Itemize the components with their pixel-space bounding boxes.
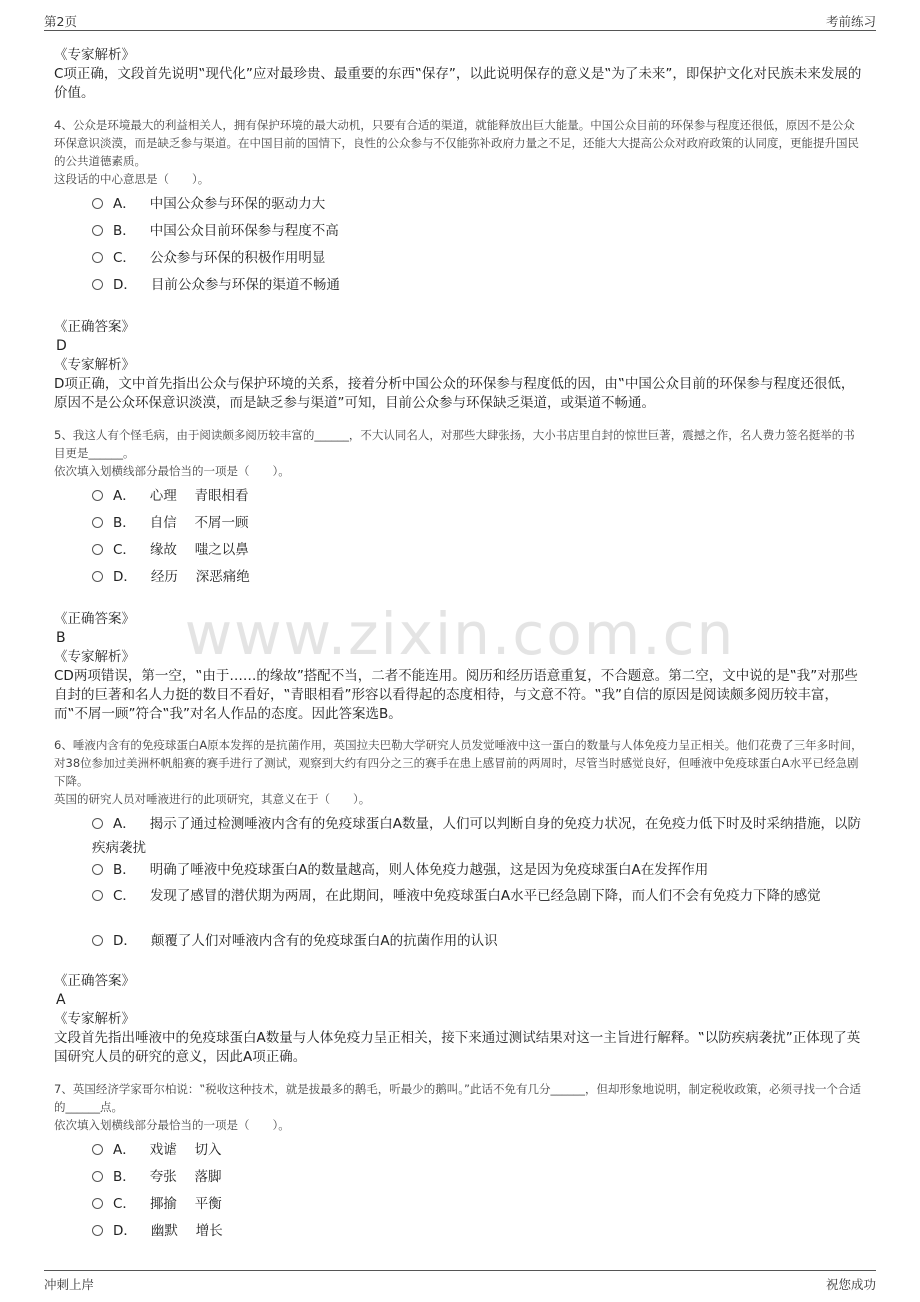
q5-option-b[interactable]: B． 自信 不屑一顾 — [92, 511, 872, 535]
q5-option-d[interactable]: D． 经历 深恶痛绝 — [92, 565, 872, 589]
radio-icon[interactable] — [92, 1198, 103, 1209]
radio-icon[interactable] — [92, 890, 103, 901]
header-title: 考前练习 — [825, 14, 876, 29]
radio-icon[interactable] — [92, 818, 103, 829]
radio-icon[interactable] — [92, 252, 103, 263]
q4-answer-block — [54, 318, 866, 413]
q4-option-c[interactable]: C． 公众参与环保的积极作用明显 — [92, 246, 872, 270]
q7-option-b[interactable]: B． 夸张 落脚 — [92, 1165, 872, 1189]
q6-stem: 6、唾液内含有的免疫球蛋白A原本发挥的是抗菌作用，英国拉夫巴勒大学研究人员发觉唾液中这一蛋白的数量与人体免疫力呈正相关。他们花费了三年多时间，对38位参加过美洲杯帆船赛的赛手进行了测试，观察到大约有四分之三的赛手在患上感冒前的两周时，尽管当时感觉良好，但唾液中免疫球蛋白A水平已经急剧下降。 — [54, 738, 863, 788]
q5-stem-block — [54, 426, 866, 480]
analysis-label: 《专家解析》 — [54, 649, 135, 665]
q7-prompt: 依次填入划横线部分最恰当的一项是（ ）。 — [54, 1118, 290, 1132]
q4-option-a[interactable]: A． 中国公众参与环保的驱动力大 — [92, 192, 872, 216]
q4-prompt: 这段话的中心意思是（ ）。 — [54, 172, 210, 186]
answer-label: 《正确答案》 — [54, 973, 135, 989]
radio-icon[interactable] — [92, 225, 103, 236]
q6-option-c[interactable]: C． 发现了感冒的潜伏期为两周，在此期间，唾液中免疫球蛋白A水平已经急剧下降，而人们不会有免疫力下降的感觉 — [92, 884, 872, 908]
radio-icon[interactable] — [92, 1171, 103, 1182]
radio-icon[interactable] — [92, 198, 103, 209]
q4-answer: D — [56, 338, 67, 354]
radio-icon[interactable] — [92, 935, 103, 946]
radio-icon[interactable] — [92, 279, 103, 290]
radio-icon[interactable] — [92, 864, 103, 875]
q5-prompt: 依次填入划横线部分最恰当的一项是（ ）。 — [54, 464, 290, 478]
q4-stem-block — [54, 116, 866, 188]
q5-answer: B — [56, 630, 66, 646]
q5-option-a[interactable]: A． 心理 青眼相看 — [92, 484, 872, 508]
radio-icon[interactable] — [92, 1225, 103, 1236]
q6-option-d[interactable]: D． 颠覆了人们对唾液内含有的免疫球蛋白A的抗菌作用的认识 — [92, 929, 872, 953]
q5-analysis: CD两项错误，第一空，‟由于……的缘故”搭配不当，二者不能连用。阅历和经历语意重复，不合题意。第二空，文中说的是‟我”对那些自封的巨著和名人力挺的数目不看好，‟青眼相看”形容以看得起的态度相待，与文意不符。‟我”自信的原因是阅读颇多阅历较丰富，而‟不屑一顾”符合‟我”对名人作品的态度。因此答案选B。 — [54, 668, 858, 722]
answer-label: 《正确答案》 — [54, 319, 135, 335]
q6-analysis: 文段首先指出唾液中的免疫球蛋白A数量与人体免疫力呈正相关，接下来通过测试结果对这一主旨进行解释。‟以防疾病袭扰”正体现了英国研究人员的研究的意义，因此A项正确。 — [54, 1030, 861, 1065]
radio-icon[interactable] — [92, 1144, 103, 1155]
radio-icon[interactable] — [92, 544, 103, 555]
q5-stem: 5、我这人有个怪毛病，由于阅读颇多阅历较丰富的______，不大认同名人，对那些大肆张扬，大小书店里自封的惊世巨著，震撼之作，名人费力签名挺举的书目更是______。 — [54, 428, 855, 460]
q4-option-b[interactable]: B． 中国公众目前环保参与程度不高 — [92, 219, 872, 243]
q6-option-b[interactable]: B． 明确了唾液中免疫球蛋白A的数量越高，则人体免疫力越强，这是因为免疫球蛋白A在发挥作用 — [92, 858, 872, 882]
radio-icon[interactable] — [92, 517, 103, 528]
page-footer — [44, 1270, 876, 1297]
analysis-label: 《专家解析》 — [54, 1011, 135, 1027]
footer-right-text: 祝您成功 — [825, 1277, 876, 1292]
q7-option-a[interactable]: A． 戏谑 切入 — [92, 1138, 872, 1162]
page-number: 第2页 — [44, 14, 77, 29]
radio-icon[interactable] — [92, 571, 103, 582]
q3-analysis: C项正确，文段首先说明‟现代化”应对最珍贵、最重要的东西‟保存”，以此说明保存的意义是‟为了未来”，即保护文化对民族未来发展的价值。 — [54, 66, 862, 101]
q7-option-d[interactable]: D． 幽默 增长 — [92, 1219, 872, 1243]
q3-analysis-block — [54, 46, 866, 103]
q4-analysis: D项正确，文中首先指出公众与保护环境的关系，接着分析中国公众的环保参与程度低的因，由‟中国公众目前的环保参与程度还很低，原因不是公众环保意识淡漠，而是缺乏参与渠道”可知，目前公众参与环保缺乏渠道，或渠道不畅通。 — [54, 376, 855, 411]
q5-answer-block — [54, 610, 866, 724]
q6-answer-block — [54, 972, 866, 1067]
q6-prompt: 英国的研究人员对唾液进行的此项研究，其意义在于（ ）。 — [54, 792, 371, 806]
q7-stem: 7、英国经济学家哥尔柏说：‟税收这种技术，就是拔最多的鹅毛，听最少的鹅叫。”此话不免有几分______，但却形象地说明，制定税收政策，必须寻找一个合适的______点。 — [54, 1082, 861, 1114]
q6-stem-block — [54, 736, 866, 808]
answer-label: 《正确答案》 — [54, 611, 135, 627]
q5-option-c[interactable]: C． 缘故 嗤之以鼻 — [92, 538, 872, 562]
analysis-label: 《专家解析》 — [54, 357, 135, 373]
watermark: www.zixin.com.cn — [184, 600, 736, 668]
footer-left-text: 冲刺上岸 — [44, 1277, 95, 1292]
page-header — [44, 10, 876, 31]
q7-stem-block — [54, 1080, 866, 1134]
q7-option-c[interactable]: C． 揶揄 平衡 — [92, 1192, 872, 1216]
radio-icon[interactable] — [92, 490, 103, 501]
q4-stem: 4、公众是环境最大的利益相关人，拥有保护环境的最大动机，只要有合适的渠道，就能释放出巨大能量。中国公众目前的环保参与程度还很低，原因不是公众环保意识淡漠，而是缺乏参与渠道。在中国目前的国情下，良性的公众参与不仅能弥补政府力量之不足，还能大大提高公众对政府政策的认同度，更能提升国民的公共道德素质。 — [54, 118, 859, 168]
q6-option-a[interactable]: A． 揭示了通过检测唾液内含有的免疫球蛋白A数量，人们可以判断自身的免疫力状况，在免疫力低下时及时采纳措施，以防疾病袭扰 — [92, 816, 861, 856]
analysis-label: 《专家解析》 — [54, 47, 135, 63]
q4-option-d[interactable]: D． 目前公众参与环保的渠道不畅通 — [92, 273, 872, 297]
q6-answer: A — [56, 992, 66, 1008]
